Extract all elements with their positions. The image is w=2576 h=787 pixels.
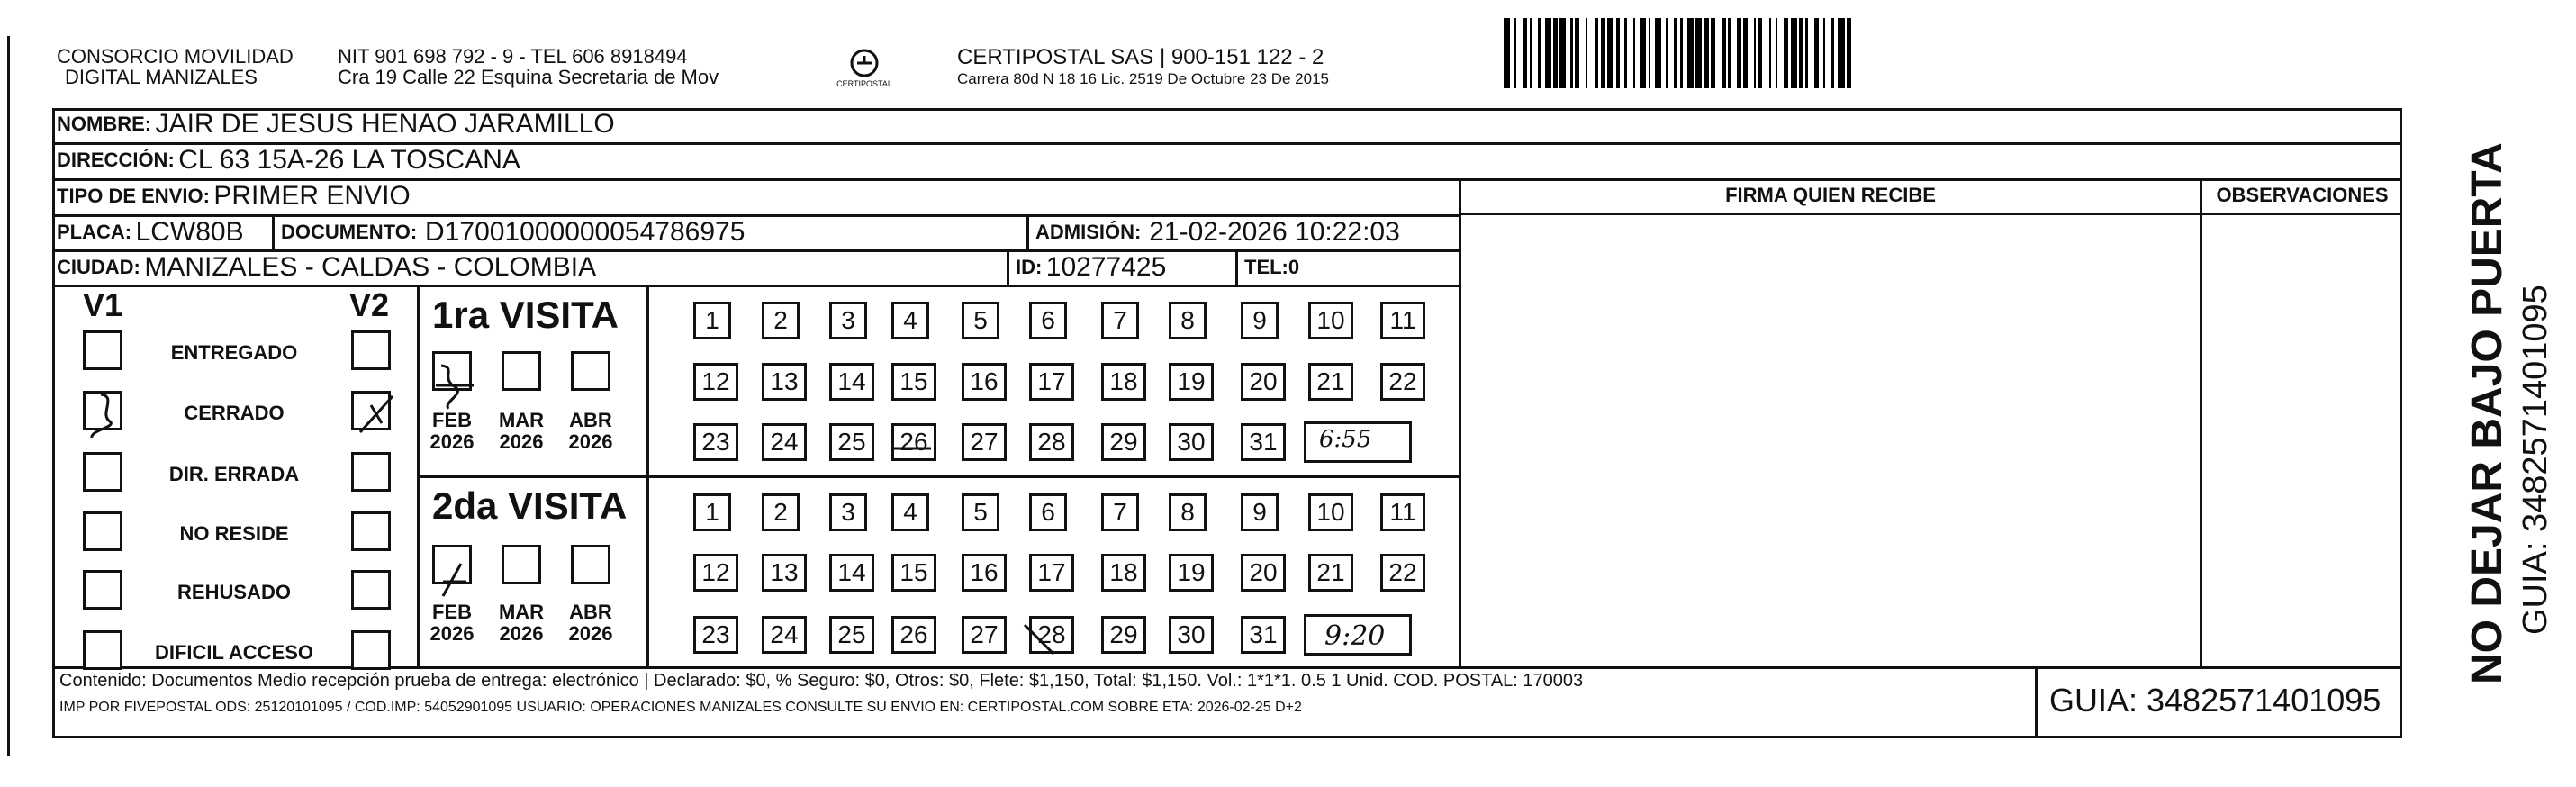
day-box[interactable]: 29 [1101,423,1146,461]
day-box[interactable]: 2 [762,493,800,531]
handwritten-mark-day-26 [890,427,935,472]
day-box[interactable]: 7 [1101,302,1139,339]
handwritten-mark-v1-cerrado [81,387,135,441]
document-label: DOCUMENTO: [281,221,418,243]
day-box[interactable]: 12 [693,554,738,592]
barcode-bar [1579,18,1586,88]
month-year: 2026 [568,430,613,453]
day-box[interactable]: 26 [891,616,936,654]
v1-label: V1 [83,286,123,323]
month-label [559,602,622,645]
certipostal-logo-icon [837,43,891,97]
sender-address: Cra 19 Calle 22 Esquina Secretaria de Mov [338,66,719,88]
day-box[interactable]: 25 [829,616,874,654]
id-label: ID: [1016,256,1043,278]
status-label: REHUSADO [177,581,291,603]
day-box[interactable]: 10 [1308,493,1353,531]
v1-checkbox[interactable] [83,330,122,370]
day-box[interactable]: 10 [1308,302,1353,339]
day-box[interactable]: 9 [1241,493,1279,531]
visit-split-line [417,475,1461,478]
status-label: ENTREGADO [170,341,298,364]
id-value: 10277425 [1045,252,1167,282]
footer-guia-divider [2035,666,2038,738]
day-box[interactable]: 6 [1029,302,1067,339]
month-year: 2026 [429,430,475,453]
plate-value: LCW80B [135,217,244,247]
month-label [490,410,553,453]
name-row [57,106,615,142]
day-box[interactable]: 24 [762,423,807,461]
observations-header [2202,178,2402,213]
id-divider [1007,249,1009,285]
month-year: 2026 [568,622,613,645]
status-label: CERRADO [184,402,285,424]
day-box[interactable]: 20 [1241,554,1286,592]
handwritten-time-1: 6:55 [1319,426,1372,453]
name-label: NOMBRE: [57,113,152,135]
day-box[interactable]: 26 [891,423,936,461]
day-box[interactable]: 18 [1101,554,1146,592]
day-box[interactable]: 21 [1308,554,1353,592]
day-box[interactable]: 14 [829,554,874,592]
barcode-bar [1762,18,1768,88]
day-box[interactable]: 20 [1241,363,1286,401]
month-label [559,410,622,453]
barcode-bar [1825,18,1831,88]
plate-row [57,214,244,250]
day-box[interactable]: 31 [1241,423,1286,461]
signature-left-border [1459,178,1461,666]
barcode [1504,18,2224,88]
v1-checkbox[interactable] [83,630,122,670]
handwritten-mark-day-27 [1017,618,1062,663]
barcode-bar [1532,18,1538,88]
day-box[interactable]: 24 [762,616,807,654]
v1-checkbox[interactable] [83,511,122,551]
signature-header [1461,178,2200,213]
barcode-bar [1715,18,1722,88]
address-label: DIRECCIÓN: [57,149,175,171]
day-box[interactable]: 27 [962,423,1007,461]
logo-text: CERTIPOSTAL [836,79,892,88]
v1-checkbox[interactable] [83,570,122,610]
v2-checkbox[interactable] [351,330,391,370]
day-box[interactable]: 22 [1380,554,1425,592]
status-label: NO RESIDE [179,522,289,545]
v2-checkbox[interactable] [351,630,391,670]
barcode-bar [1695,18,1702,88]
certipostal-logo [837,43,891,97]
day-box[interactable]: 17 [1029,363,1074,401]
day-box[interactable]: 29 [1101,616,1146,654]
day-box[interactable]: 14 [829,363,874,401]
barcode-bar [1791,18,1797,88]
day-box[interactable]: 3 [829,493,867,531]
day-box[interactable]: 18 [1101,363,1146,401]
admission-label: ADMISIÓN: [1035,221,1142,243]
barcode-bar [1808,18,1814,88]
admission-row [1035,214,1400,250]
day-box[interactable]: 15 [891,554,936,592]
address-row [57,142,520,178]
month-label [420,602,484,645]
first-visit-title: 1ra VISITA [432,294,619,336]
day-box[interactable]: 23 [693,616,738,654]
day-box[interactable]: 16 [962,554,1007,592]
day-box[interactable]: 17 [1029,554,1074,592]
v2-checkbox[interactable] [351,570,391,610]
barcode-bar [1655,18,1661,88]
barcode-bar [1627,18,1633,88]
barcode-bar [1838,18,1844,88]
id-row [1016,249,1166,285]
day-box[interactable]: 6 [1029,493,1067,531]
day-box[interactable]: 4 [891,302,929,339]
day-box[interactable]: 30 [1169,423,1214,461]
day-box[interactable]: 25 [829,423,874,461]
day-box[interactable]: 13 [762,363,807,401]
day-box[interactable]: 7 [1101,493,1139,531]
month-checkbox[interactable] [571,351,610,391]
day-box[interactable]: 5 [962,493,999,531]
scan-edge-line [7,36,10,756]
barcode-bar [1777,18,1784,88]
month-checkbox[interactable] [502,351,541,391]
footer-divider [52,666,2402,669]
carrier-address: Carrera 80d N 18 16 Lic. 2519 De Octubre 23 De 2015 [957,70,1329,87]
day-box[interactable]: 28 [1029,616,1074,654]
day-box[interactable]: 4 [891,493,929,531]
footer-content-line: Contenido: Documentos Medio recepción prueba de entrega: electrónico | Declarado: $0, % Seguro: $0, Otros: $0, Flete: $1,150, Total: $1,150. Vol.: 1*1*1. 0.5 1 Unid. COD. POSTAL: 170003 [59,671,1584,691]
day-box[interactable]: 3 [829,302,867,339]
city-label: CIUDAD: [57,256,140,278]
month-label [420,410,484,453]
month-checkbox[interactable] [571,545,610,584]
day-box[interactable]: 2 [762,302,800,339]
barcode-bar [1687,18,1694,88]
second-visit-title: 2da VISITA [432,484,628,527]
v2-checkbox[interactable] [351,452,391,492]
v1-checkbox[interactable] [83,452,122,492]
admission-value: 21-02-2026 10:22:03 [1149,217,1400,247]
month-label [490,602,553,645]
handwritten-time-2: 9:20 [1324,620,1386,652]
barcode-bar [1516,18,1523,88]
month-year: 2026 [429,622,475,645]
document-value: D17001000000054786975 [425,217,746,247]
day-box[interactable]: 27 [962,616,1007,654]
plate-label: PLACA: [57,221,132,243]
day-box[interactable]: 19 [1169,554,1214,592]
day-box[interactable]: 1 [693,302,731,339]
type-label: TIPO DE ENVIO: [57,185,210,207]
shipment-type: PRIMER ENVIO [213,181,411,211]
side-guia: GUIA: 3482571401095 [2517,285,2554,635]
barcode-bar [1607,18,1613,88]
time-box-1 [1304,421,1412,463]
status-label: DIR. ERRADA [168,463,300,485]
city-row [57,249,596,285]
day-box[interactable]: 9 [1241,302,1279,339]
day-box[interactable]: 30 [1169,616,1214,654]
barcode-bar [1640,18,1646,88]
barcode-bar [1587,18,1594,88]
day-box[interactable]: 5 [962,302,999,339]
tel-label: TEL: [1244,256,1288,278]
month-year: 2026 [499,622,544,645]
tel-divider [1235,249,1238,285]
month-checkbox[interactable] [502,545,541,584]
barcode-bar [1545,18,1551,88]
observations-header-text: OBSERVACIONES [2216,184,2389,206]
type-row [57,178,411,214]
day-box[interactable]: 1 [693,493,731,531]
day-box[interactable]: 19 [1169,363,1214,401]
tel-row [1244,249,1299,285]
v2-checkbox[interactable] [351,511,391,551]
sender-name-line2: DIGITAL MANIZALES [65,66,258,88]
day-box[interactable]: 16 [962,363,1007,401]
day-box[interactable]: 28 [1029,423,1074,461]
day-box[interactable]: 22 [1380,363,1425,401]
day-box[interactable]: 11 [1380,493,1425,531]
day-box[interactable]: 8 [1169,302,1207,339]
footer-guia: GUIA: 3482571401095 [2049,682,2382,719]
signature-header-text: FIRMA QUIEN RECIBE [1725,184,1936,206]
handwritten-mark-v2-cerrado [351,387,405,441]
day-box[interactable]: 15 [891,363,936,401]
barcode-bar [1668,18,1674,88]
barcode-bar [1504,18,1510,88]
day-box[interactable]: 31 [1241,616,1286,654]
month-year: 2026 [499,430,544,453]
side-notice: NO DEJAR BAJO PUERTA [2463,142,2511,684]
time-box-2 [1304,614,1412,656]
barcode-bar [1748,18,1754,88]
status-label: DIFICIL ACCESO [154,641,313,664]
month-name: MAR [498,409,545,431]
sender-nit-tel: NIT 901 698 792 - 9 - TEL 606 8918494 [338,45,688,68]
day-box[interactable]: 23 [693,423,738,461]
day-box[interactable]: 13 [762,554,807,592]
footer-print-line: IMP POR FIVEPOSTAL ODS: 25120101095 / COD.IMP: 54052901095 USUARIO: OPERACIONES MANIZALES CONSULTE SU ENVIO EN: CERTIPOSTAL.COM SOBRE ETA: 2026-02-25 D+2 [59,700,1302,715]
day-box[interactable]: 12 [693,363,738,401]
day-box[interactable]: 21 [1308,363,1353,401]
handwritten-mark-feb-1 [430,358,484,412]
recipient-name: JAIR DE JESUS HENAO JARAMILLO [155,109,615,139]
sender-name-line1: CONSORCIO MOVILIDAD [57,45,294,68]
city-value: MANIZALES - CALDAS - COLOMBIA [144,252,597,282]
day-box[interactable]: 8 [1169,493,1207,531]
signature-header-line [1461,213,2402,215]
barcode-bar [1559,18,1566,88]
barcode-bar [1731,18,1737,88]
month-name: FEB [432,601,472,623]
observations-left-border [2200,178,2202,666]
day-box[interactable]: 11 [1380,302,1425,339]
carrier-name-nit: CERTIPOSTAL SAS | 900-151 122 - 2 [957,45,1324,69]
month-name: ABR [569,601,612,623]
handwritten-mark-feb-2 [430,551,484,605]
v2-label: V2 [349,286,390,323]
tel-value: 0 [1288,256,1300,278]
admission-divider [1026,214,1029,250]
document-row [281,214,745,250]
plate-divider [272,214,275,250]
month-name: MAR [498,601,545,623]
month-name: FEB [432,409,472,431]
recipient-address: CL 63 15A-26 LA TOSCANA [178,145,520,175]
month-name: ABR [569,409,612,431]
barcode-bar [1851,18,1853,88]
